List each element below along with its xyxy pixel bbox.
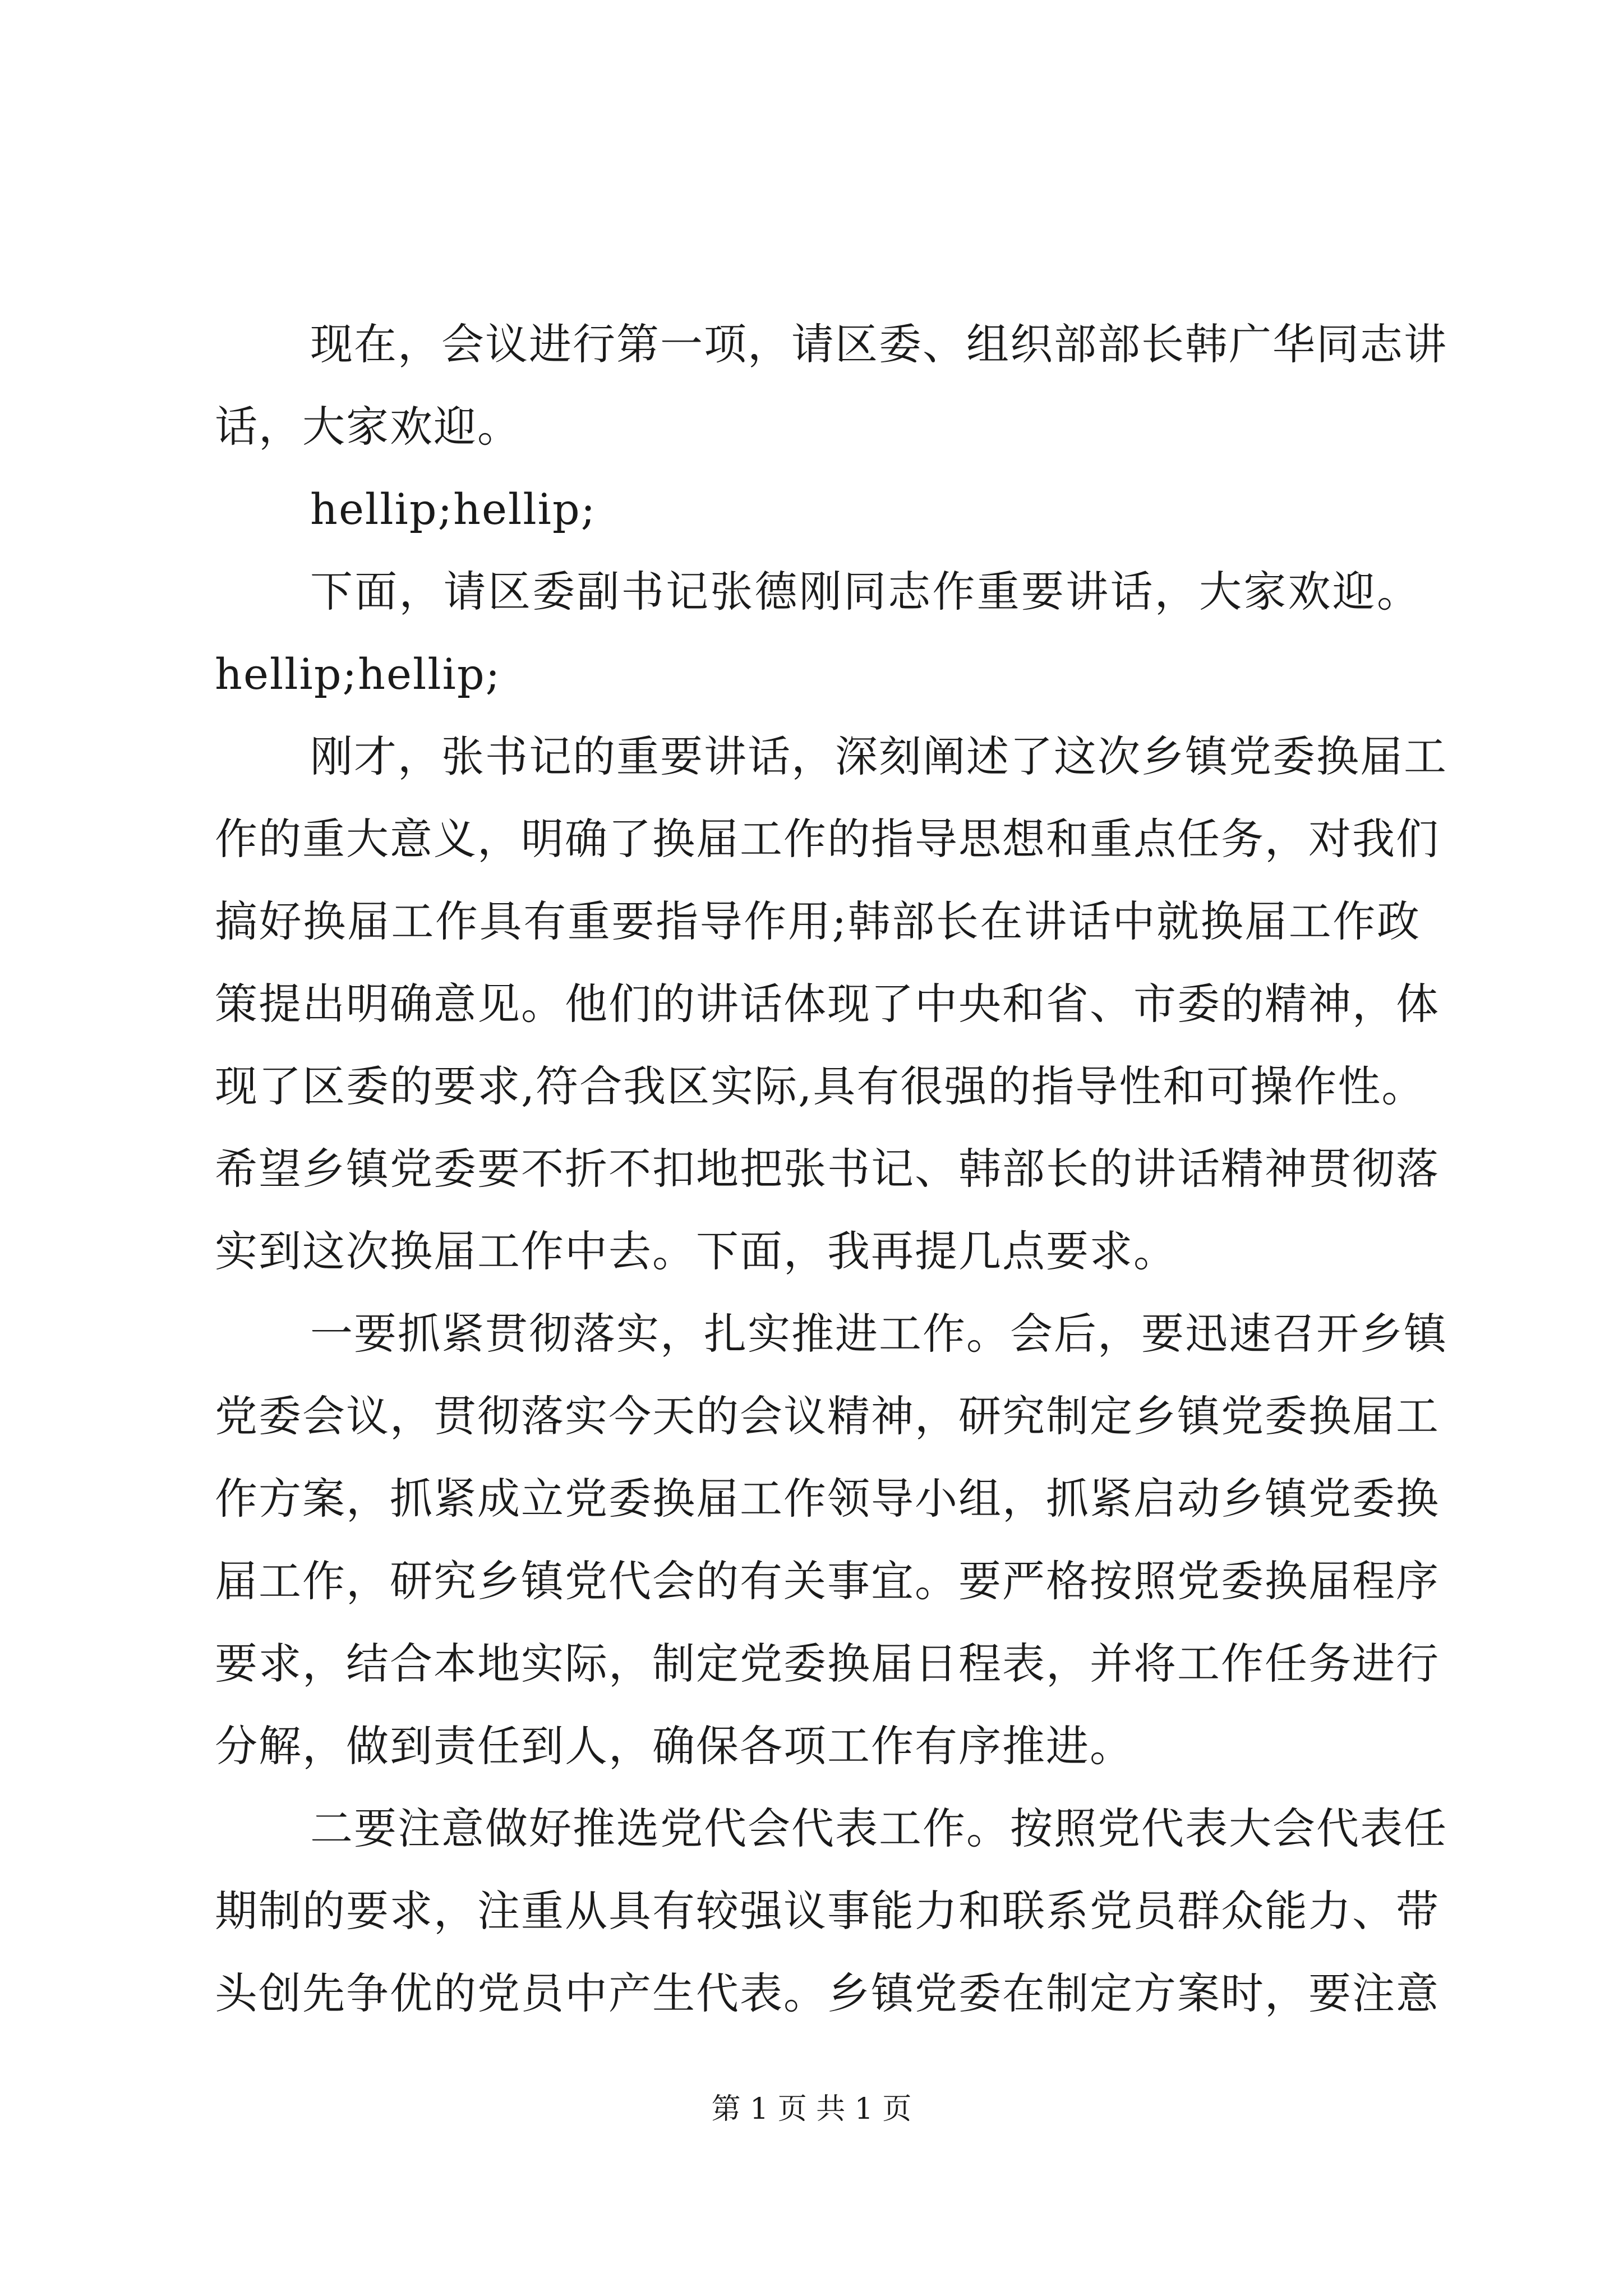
text-line: 分解，做到责任到人，确保各项工作有序推进。 (215, 1721, 1133, 1771)
text-line: 二要注意做好推选党代会代表工作。按照党代表大会代表任 (310, 1803, 1447, 1853)
text-line: 刚才，张书记的重要讲话，深刻阐述了这次乡镇党委换届工 (310, 731, 1447, 781)
text-line: 党委会议，贯彻落实今天的会议精神，研究制定乡镇党委换届工 (215, 1391, 1440, 1441)
document-body (215, 303, 1447, 2035)
page-footer: 第 1 页 共 1 页 (711, 2092, 912, 2126)
text-line: 要求，结合本地实际，制定党委换届日程表，并将工作任务进行 (215, 1639, 1440, 1688)
text-line: 头创先争优的党员中产生代表。乡镇党委在制定方案时，要注意 (215, 1968, 1440, 2018)
text-line: 届工作，研究乡镇党代会的有关事宜。要严格按照党委换届程序 (215, 1556, 1440, 1606)
text-line: 作方案，抓紧成立党委换届工作领导小组，抓紧启动乡镇党委换 (215, 1474, 1440, 1524)
text-line: 现了区委的要求,符合我区实际,具有很强的指导性和可操作性。 (215, 1061, 1426, 1111)
text-line: hellip;hellip; (310, 484, 597, 534)
text-line: 搞好换届工作具有重要指导作用;韩部长在讲话中就换届工作政 (215, 896, 1421, 946)
text-line: 话，大家欢迎。 (215, 402, 521, 452)
text-line: 策提出明确意见。他们的讲话体现了中央和省、市委的精神，体 (215, 979, 1440, 1029)
text-line: 下面，请区委副书记张德刚同志作重要讲话，大家欢迎。 (310, 567, 1421, 616)
text-line: 期制的要求，注重从具有较强议事能力和联系党员群众能力、带 (215, 1886, 1440, 1936)
text-line: 作的重大意义，明确了换届工作的指导思想和重点任务，对我们 (215, 814, 1440, 864)
text-line: hellip;hellip; (215, 649, 501, 699)
text-line: 实到这次换届工作中去。下面，我再提几点要求。 (215, 1226, 1177, 1276)
text-line: 一要抓紧贯彻落实，扎实推进工作。会后，要迅速召开乡镇 (310, 1309, 1447, 1359)
text-line: 现在，会议进行第一项，请区委、组织部部长韩广华同志讲 (310, 319, 1447, 369)
text-line: 希望乡镇党委要不折不扣地把张书记、韩部长的讲话精神贯彻落 (215, 1144, 1440, 1194)
